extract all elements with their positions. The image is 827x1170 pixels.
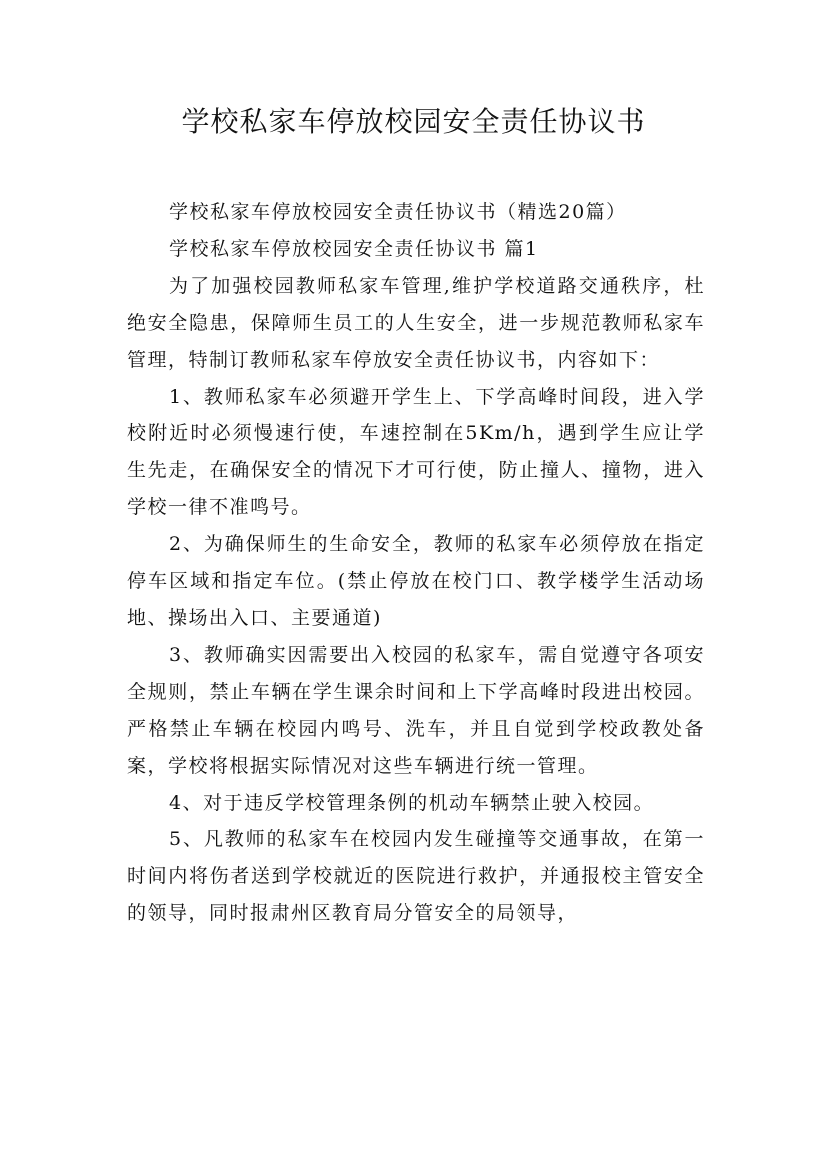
clause-2-paragraph: 2、为确保师生的生命安全，教师的私家车必须停放在指定停车区域和指定车位。(禁止停放在校门口、教学楼学生活动场地、操场出入口、主要通道) xyxy=(127,533,705,629)
clause-3-paragraph: 3、教师确实因需要出入校园的私家车，需自觉遵守各项安全规则，禁止车辆在学生课余时间和上下学高峰时段进出校园。严格禁止车辆在校园内鸣号、洗车，并且自觉到学校政教处备案，学校将根据实际情况对这些车辆进行统一管理。 xyxy=(127,643,705,777)
document-body xyxy=(127,194,705,932)
document-subtitle: 学校私家车停放校园安全责任协议书（精选20篇） xyxy=(169,201,627,223)
clause-5-paragraph: 5、凡教师的私家车在校园内发生碰撞等交通事故，在第一时间内将伤者送到学校就近的医院进行救护，并通报校主管安全的领导，同时报肃州区教育局分管安全的局领导， xyxy=(127,828,705,925)
clause-1-paragraph: 1、教师私家车必须避开学生上、下学高峰时间段，进入学校附近时必须慢速行使，车速控制在5Km/h，遇到学生应让学生先走，在确保安全的情况下才可行使，防止撞人、撞物，进入学校一律不准鸣号。 xyxy=(127,385,705,519)
intro-paragraph: 为了加强校园教师私家车管理,维护学校道路交通秩序，杜绝安全隐患，保障师生员工的人生安全，进一步规范教师私家车管理，特制订教师私家车停放安全责任协议书，内容如下： xyxy=(127,274,705,371)
section-heading: 学校私家车停放校园安全责任协议书 篇1 xyxy=(169,237,539,260)
clause-4-paragraph: 4、对于违反学校管理条例的机动车辆禁止驶入校园。 xyxy=(169,791,655,814)
document-title: 学校私家车停放校园安全责任协议书 xyxy=(181,105,646,138)
